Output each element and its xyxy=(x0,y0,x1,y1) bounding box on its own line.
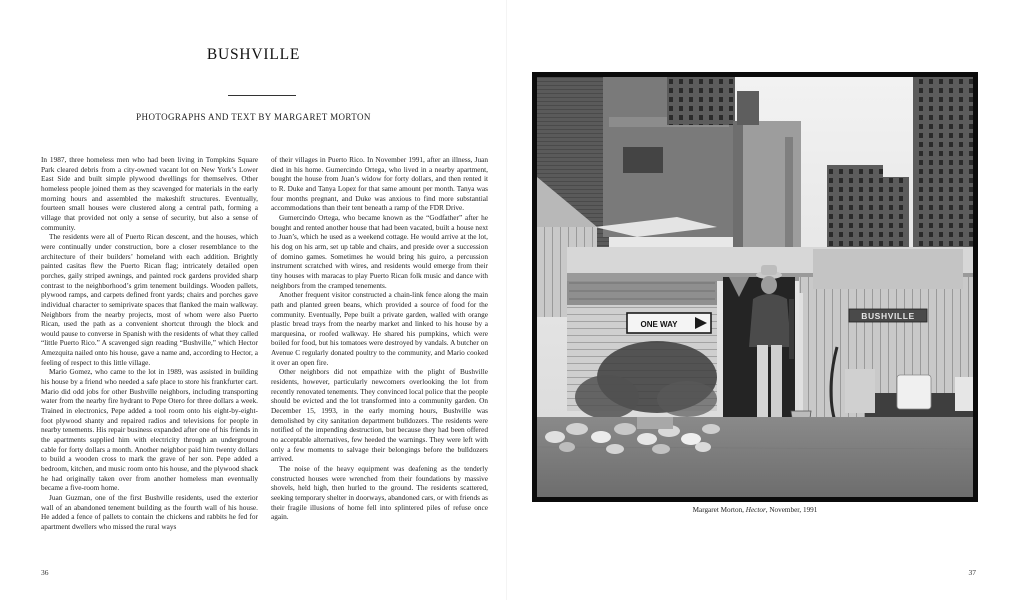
text-column-2 xyxy=(271,155,488,522)
paragraph: The residents were all of Puerto Rican descent, and the houses, which were continually under construction, bore a closer resemblance to the architecture of their builders’ homeland with each addition. Brightly painted casitas flew the Puerto Rican flag; intricately detailed open porches, gaily striped awnings, and painted rock gardens provided sharp contrast to the neighborhood’s grim tenement buildings. Wooden pallets, plywood ramps, and carpets defined front yards; chairs and porches gave individual character to semiprivate spaces that flanked the main walkway. Neighbors from the nearby projects, most of whom were also Puerto Rican, used the path as a convenient shortcut through the block and would pause to converse in Spanish with the residents of what they called “little Puerto Rico.” A scavenged sign reading “Bushville,” which Hector Amezquita nailed onto his house, gave a name and, according to Hector, a feeling of respect to this little village. xyxy=(41,232,258,367)
paragraph: Juan Guzman, one of the first Bushville residents, used the exterior wall of an abandoned tenement building as the fourth wall of his house. He added a fence of pallets to contain the chickens and rabbits he fed for apartment dwellers who missed the rural ways xyxy=(41,492,258,531)
caption-suffix: , November, 1991 xyxy=(765,506,818,514)
paragraph: Other neighbors did not empathize with the plight of Bushville residents, however, particularly newcomers overlooking the lot from recently renovated tenements. They convinced local police that the people should be evicted and the lot transformed into a community garden. On December 15, 1993, in the early morning hours, Bushville was demolished by city sanitation department bulldozers. The residents were notified of the impending destruction, but because they had been offered no acceptable alternatives, few heeded the warnings. They were left with only a few moments to salvage their belongings before the bulldozers arrived. xyxy=(271,367,488,464)
one-way-sign-text: ONE WAY xyxy=(640,320,678,329)
paragraph: Gumercindo Ortega, who became known as the “Godfather” after he bought and rented another house that had been vacated, built a house next to Juan’s, which he used as a weekend cottage. He would arrive at the lot, his dog on his arm, set up table and chairs, and preside over a succession of domino games. Sometimes he would bring his guiro, a percussion instrument scratched with wires, and residents would emerge from their tiny houses with maracas to play Puerto Rican folk music and dance with neighbors from the cramped tenements. xyxy=(271,212,488,290)
project-tower-right xyxy=(913,77,973,247)
paragraph: In 1987, three homeless men who had been living in Tompkins Square Park cleared debris from a city-owned vacant lot on New York’s Lower East Side and built simple plywood dwellings for themselves. Other homeless people joined them as they scavenged for materials in the early morning hours and assembled the makeshift structures. Eventually, fourteen small houses were clustered along a central path, forming a village that provided not only a sense of security, but also a sense of community. xyxy=(41,155,258,232)
byline: PHOTOGRAPHS AND TEXT BY MARGARET MORTON xyxy=(136,112,371,122)
ground xyxy=(537,417,973,497)
paragraph: Mario Gomez, who came to the lot in 1989, was assisted in building his house by a friend who needed a safe place to store his frankfurter cart. Mario did odd jobs for other Bushville neighbors, including transporting water from the nearby fire hydrant to Pepe Otero for three dollars a week. Trained in electronics, Pepe added a tool room onto his eight-by-eight-foot plywood shanty and repaired radios and televisions for people in nearby tenements. His repair business expanded after one of his friends in the apartments supplied him with electricity through an underground cable for forty dollars a month. Another neighbor paid him twenty dollars to build a wooden cross to mark the grave of her son. Pepe added a bedroom, kitchen, and music room onto his house, and the plywood shack he had originally taken over from another homeless man eventually became a five-room home. xyxy=(41,367,258,493)
page-number-left: 36 xyxy=(41,568,49,577)
photo-illustration xyxy=(537,77,973,497)
caption-title: Hector xyxy=(745,506,766,514)
paragraph: Another frequent visitor constructed a chain-link fence along the main path and planted green beans, which provided a source of food for the community. Eventually, Pepe built a private garden, walled with orange plastic bread trays from the nearby market and linked to his house by a marquesina, or roofed walkway. He shared his pumpkins, which were boiled for food, but his tomatoes were destroyed by vandals. A butcher on Avenue C regularly donated poultry to the community, and Mario cooked it over an open fire. xyxy=(271,290,488,367)
paragraph: The noise of the heavy equipment was deafening as the tenderly constructed houses were wrenched from their foundations by massive shovels, held high, then hurled to the ground. The residents scattered, seeking temporary shelter in doorways, abandoned cars, or with friends as their fragile illusions of home fell into splintered piles of refuse once again. xyxy=(271,464,488,522)
article-title: BUSHVILLE xyxy=(206,46,301,63)
title-rule xyxy=(228,95,296,96)
bucket xyxy=(897,375,931,409)
paragraph: of their villages in Puerto Rico. In November 1991, after an illness, Juan died in his home. Gumercindo Ortega, who lived in a nearby apartment, bought the house from Juan’s widow for forty dollars, and then rented it to R. Duke and Tanya Lopez for that same amount per month. Tanya was four months pregnant, and Duke was anxious to find more substantial accommodations than their tent beneath a ramp of the FDR Drive. xyxy=(271,155,488,213)
bushville-sign-text: BUSHVILLE xyxy=(861,311,915,321)
page-number-right: 37 xyxy=(968,568,976,577)
photograph xyxy=(532,72,978,502)
caption-prefix: Margaret Morton, xyxy=(692,506,746,514)
project-tower-mid xyxy=(827,165,883,247)
photo-caption xyxy=(532,506,978,514)
text-column-1 xyxy=(41,155,258,532)
